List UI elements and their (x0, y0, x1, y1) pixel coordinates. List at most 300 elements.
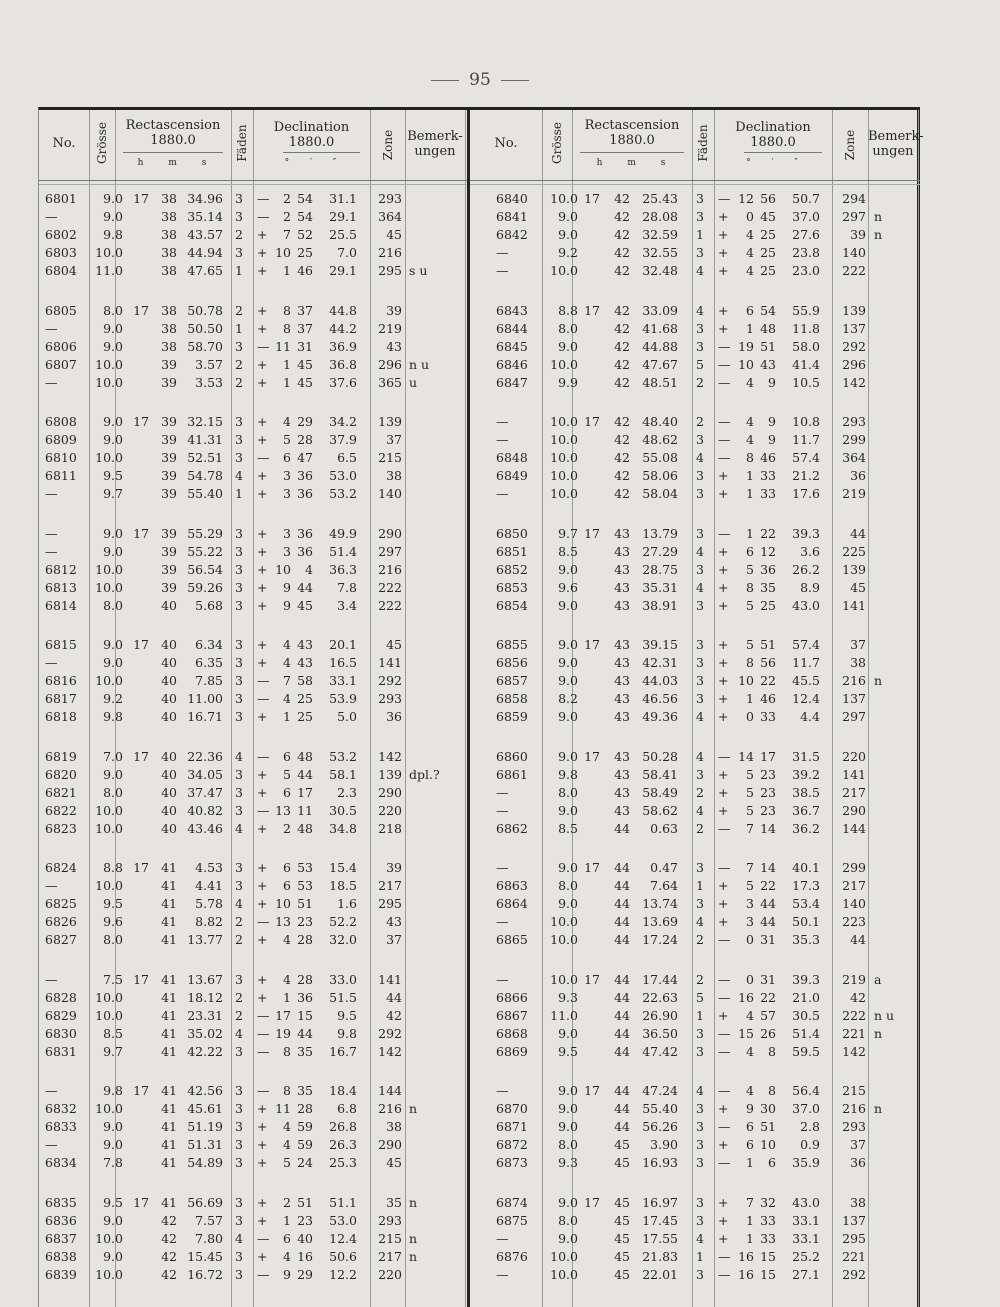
cell-ds: 6.5 (337, 450, 357, 465)
cell-dm: 33 (760, 709, 776, 724)
cell-mag: 8.2 (558, 691, 578, 706)
cell-f: 3 (696, 655, 704, 670)
cell-zone: 42 (386, 1007, 402, 1023)
cell-m: 43 (614, 543, 630, 559)
cell-sign: — (257, 191, 270, 206)
cell-m: 44 (614, 1007, 630, 1023)
cell-mag: 9.0 (558, 1101, 578, 1116)
cell-ds: 43.0 (792, 597, 820, 613)
cell-zone: 45 (386, 1155, 402, 1170)
cell-mag: 10.0 (95, 989, 123, 1005)
cell-no: — (496, 971, 509, 987)
cell-ds: 30.5 (792, 1007, 820, 1023)
cell-sign: — (257, 914, 270, 929)
cell-d: 12 (738, 191, 754, 206)
cell-d: 15 (738, 1025, 754, 1041)
cell-m: 42 (614, 414, 630, 429)
row-group (470, 1194, 920, 1284)
cell-zone: 222 (842, 1007, 866, 1023)
cell-no: — (496, 1266, 509, 1282)
cell-zone: 220 (842, 748, 866, 764)
page-number-dash-left (431, 80, 459, 81)
cell-dm: 15 (297, 1007, 313, 1023)
cell-no: 6844 (496, 320, 528, 336)
cell-ds: 36.7 (792, 802, 820, 818)
cell-m: 39 (161, 486, 177, 501)
cell-ds: 58.0 (792, 338, 820, 354)
cell-f: 4 (696, 709, 704, 724)
cell-mag: 10.0 (95, 820, 123, 836)
header-rectascension (572, 118, 692, 148)
cell-ds: 37.0 (792, 209, 820, 224)
cell-ds: 43.0 (792, 1194, 820, 1210)
table-row (470, 654, 920, 672)
cell-dm: 54 (297, 209, 313, 224)
cell-d: 4 (746, 1083, 754, 1098)
cell-mag: 9.0 (558, 637, 578, 652)
cell-no: 6859 (496, 709, 528, 724)
cell-zone: 216 (842, 1101, 866, 1116)
cell-ds: 25.2 (792, 1248, 820, 1264)
cell-mag: 9.9 (558, 374, 578, 390)
header-dec-rule (744, 152, 822, 153)
table-row (39, 302, 467, 320)
cell-d: 4 (283, 971, 291, 987)
cell-dm: 51 (760, 338, 776, 354)
cell-m: 42 (161, 1248, 177, 1264)
cell-ds: 17.3 (792, 878, 820, 893)
cell-ds: 10.5 (792, 374, 820, 390)
cell-f: 4 (696, 802, 704, 818)
cell-f: 3 (235, 414, 243, 429)
cell-dm: 23 (297, 914, 313, 929)
cell-s: 25.43 (642, 191, 678, 206)
cell-dm: 54 (760, 302, 776, 318)
cell-dm: 51 (760, 637, 776, 652)
cell-f: 3 (696, 766, 704, 782)
cell-zone: 295 (842, 1230, 866, 1246)
cell-zone: 220 (378, 1266, 402, 1282)
cell-d: 4 (283, 1137, 291, 1152)
cell-ds: 25.5 (329, 227, 357, 242)
cell-f: 4 (696, 543, 704, 559)
cell-s: 8.82 (195, 914, 223, 929)
cell-f: 3 (235, 450, 243, 465)
cell-mag: 9.7 (103, 486, 123, 501)
cell-d: 1 (746, 1155, 754, 1170)
cell-d: 7 (283, 227, 291, 242)
cell-d: 5 (746, 597, 754, 613)
cell-f: 3 (235, 637, 243, 652)
cell-s: 23.31 (187, 1007, 223, 1023)
table-row (39, 1230, 467, 1248)
table-row (470, 708, 920, 726)
cell-dm: 12 (760, 543, 776, 559)
cell-s: 54.78 (187, 468, 223, 483)
cell-no: 6812 (45, 561, 77, 577)
cell-f: 3 (696, 1043, 704, 1059)
cell-zone: 42 (850, 989, 866, 1005)
cell-sign: + (257, 1212, 268, 1228)
cell-zone: 142 (842, 374, 866, 390)
cell-zone: 39 (386, 860, 402, 875)
cell-dm: 4 (305, 561, 313, 577)
cell-d: 1 (283, 989, 291, 1005)
cell-m: 45 (614, 1230, 630, 1246)
table-row (470, 931, 920, 949)
cell-m: 41 (161, 1101, 177, 1116)
table-row (470, 449, 920, 467)
cell-m: 39 (161, 561, 177, 577)
left-table-half (39, 110, 467, 1307)
cell-no: 6813 (45, 579, 77, 595)
cell-f: 3 (696, 896, 704, 911)
row-group (39, 636, 467, 726)
cell-no: — (45, 1083, 58, 1098)
cell-zone: 140 (378, 486, 402, 501)
cell-zone: 219 (842, 486, 866, 501)
cell-dm: 56 (760, 655, 776, 670)
cell-s: 44.94 (187, 245, 223, 260)
cell-ds: 20.1 (329, 637, 357, 652)
cell-dm: 32 (760, 1194, 776, 1210)
cell-s: 55.22 (187, 543, 223, 559)
cell-zone: 215 (842, 1083, 866, 1098)
table-row (470, 262, 920, 280)
cell-zone: 36 (850, 468, 866, 483)
cell-m: 44 (614, 1083, 630, 1098)
cell-mag: 9.0 (558, 673, 578, 688)
cell-d: 3 (283, 486, 291, 501)
cell-s: 46.56 (642, 691, 678, 706)
cell-s: 11.00 (187, 691, 223, 706)
cell-dm: 46 (760, 450, 776, 465)
cell-h: 17 (133, 191, 149, 206)
cell-mag: 9.5 (558, 1043, 578, 1059)
cell-ds: 50.7 (792, 191, 820, 206)
cell-dm: 45 (760, 209, 776, 224)
cell-sign: + (718, 709, 729, 724)
cell-mag: 10.0 (95, 802, 123, 818)
table-row (39, 597, 467, 615)
cell-dm: 22 (760, 989, 776, 1005)
cell-mag: 9.0 (103, 1119, 123, 1134)
table-row (39, 636, 467, 654)
table-row (39, 931, 467, 949)
cell-d: 2 (283, 1194, 291, 1210)
cell-f: 4 (696, 748, 704, 764)
cell-s: 5.68 (195, 597, 223, 613)
cell-dm: 25 (297, 245, 313, 260)
cell-mag: 8.8 (103, 860, 123, 875)
cell-s: 4.41 (195, 878, 223, 893)
cell-ds: 50.6 (329, 1248, 357, 1264)
cell-no: 6846 (496, 356, 528, 372)
cell-m: 42 (614, 245, 630, 260)
cell-dm: 48 (297, 820, 313, 836)
cell-dm: 17 (297, 784, 313, 800)
cell-m: 42 (614, 320, 630, 336)
cell-dm: 45 (297, 374, 313, 390)
cell-zone: 44 (386, 989, 402, 1005)
cell-m: 44 (614, 914, 630, 929)
cell-zone: 45 (386, 637, 402, 652)
cell-ds: 50.1 (792, 914, 820, 929)
cell-ds: 0.9 (800, 1137, 820, 1152)
header-bemerk-line2: ungen (872, 144, 914, 159)
cell-sign: + (257, 766, 268, 782)
cell-dm: 36 (297, 989, 313, 1005)
cell-s: 7.80 (195, 1230, 223, 1246)
row-group (39, 1194, 467, 1284)
cell-zone: 299 (842, 860, 866, 875)
row-group (470, 302, 920, 392)
row-group (470, 1082, 920, 1172)
table-row (470, 1266, 920, 1284)
table-row (470, 1230, 920, 1248)
cell-s: 40.82 (187, 802, 223, 818)
cell-no: — (496, 1083, 509, 1098)
cell-s: 41.31 (187, 432, 223, 447)
cell-s: 22.01 (642, 1266, 678, 1282)
cell-d: 9 (283, 1266, 291, 1282)
cell-h: 17 (584, 971, 600, 987)
cell-no: 6816 (45, 673, 77, 688)
cell-sign: — (257, 1083, 270, 1098)
cell-m: 44 (614, 896, 630, 911)
cell-mag: 8.0 (558, 878, 578, 893)
cell-zone: 217 (842, 784, 866, 800)
header-groesse: Grösse (550, 122, 564, 164)
cell-f: 2 (696, 932, 704, 947)
cell-m: 43 (614, 691, 630, 706)
cell-dm: 36 (297, 468, 313, 483)
cell-sign: — (257, 802, 270, 818)
row-group (470, 748, 920, 838)
cell-mag: 9.7 (103, 1043, 123, 1059)
cell-rem: n (409, 1101, 418, 1116)
cell-no: 6873 (496, 1155, 528, 1170)
cell-dm: 44 (297, 1025, 313, 1041)
cell-sign: + (257, 414, 268, 429)
header-dec-epoch: 1880.0 (750, 135, 796, 150)
cell-sign: — (718, 820, 731, 836)
cell-h: 17 (584, 525, 600, 541)
cell-no: 6811 (45, 468, 77, 483)
cell-zone: 295 (378, 896, 402, 911)
cell-dm: 53 (297, 860, 313, 875)
cell-dm: 25 (297, 709, 313, 724)
cell-no: 6810 (45, 450, 77, 465)
table-row (470, 672, 920, 690)
cell-zone: 36 (850, 1155, 866, 1170)
cell-s: 0.63 (650, 820, 678, 836)
cell-sign: — (718, 1248, 731, 1264)
table-row (39, 1118, 467, 1136)
cell-m: 38 (161, 263, 177, 278)
cell-ds: 29.1 (329, 263, 357, 278)
cell-zone: 38 (386, 1119, 402, 1134)
cell-s: 13.79 (642, 525, 678, 541)
table-row (39, 708, 467, 726)
header-ra-title: Rectascension (125, 118, 221, 133)
cell-ds: 30.5 (329, 802, 357, 818)
cell-no: 6836 (45, 1212, 77, 1228)
cell-sign: + (718, 1212, 729, 1228)
cell-ds: 33.1 (792, 1230, 820, 1246)
cell-mag: 9.0 (103, 655, 123, 670)
cell-dm: 8 (768, 1083, 776, 1098)
cell-zone: 221 (842, 1025, 866, 1041)
cell-d: 8 (746, 450, 754, 465)
cell-zone: 222 (842, 263, 866, 278)
cell-zone: 216 (842, 673, 866, 688)
cell-dm: 51 (297, 896, 313, 911)
cell-ds: 12.4 (329, 1230, 357, 1246)
cell-no: 6838 (45, 1248, 77, 1264)
cell-ds: 52.2 (329, 914, 357, 929)
cell-d: 5 (746, 878, 754, 893)
cell-ds: 49.9 (329, 525, 357, 541)
cell-sign: + (257, 820, 268, 836)
cell-zone: 43 (386, 914, 402, 929)
cell-sign: — (718, 414, 731, 429)
cell-d: 4 (746, 227, 754, 242)
table-row (39, 1007, 467, 1025)
cell-ds: 23.8 (792, 245, 820, 260)
cell-ds: 51.1 (329, 1194, 357, 1210)
cell-m: 45 (614, 1248, 630, 1264)
cell-sign: — (718, 432, 731, 447)
cell-zone: 38 (850, 1194, 866, 1210)
row-group (470, 413, 920, 503)
cell-dm: 59 (297, 1137, 313, 1152)
cell-m: 41 (161, 1007, 177, 1023)
cell-m: 42 (614, 432, 630, 447)
cell-ds: 33.1 (329, 673, 357, 688)
cell-mag: 8.0 (558, 784, 578, 800)
cell-m: 42 (161, 1266, 177, 1282)
cell-ds: 53.2 (329, 748, 357, 764)
cell-dm: 9 (768, 414, 776, 429)
cell-zone: 292 (842, 338, 866, 354)
cell-m: 40 (161, 784, 177, 800)
cell-zone: 364 (842, 450, 866, 465)
cell-ds: 34.2 (329, 414, 357, 429)
cell-d: 6 (283, 860, 291, 875)
cell-m: 39 (161, 468, 177, 483)
cell-f: 3 (235, 1194, 243, 1210)
cell-dm: 53 (297, 878, 313, 893)
cell-mag: 10.0 (550, 1266, 578, 1282)
cell-d: 4 (283, 414, 291, 429)
cell-dm: 23 (760, 766, 776, 782)
cell-mag: 9.0 (558, 597, 578, 613)
cell-zone: 365 (378, 374, 402, 390)
cell-ds: 51.4 (792, 1025, 820, 1041)
cell-mag: 10.0 (550, 486, 578, 501)
cell-zone: 290 (378, 1137, 402, 1152)
cell-sign: + (257, 320, 268, 336)
cell-s: 55.40 (642, 1101, 678, 1116)
cell-h: 17 (133, 860, 149, 875)
cell-s: 3.53 (195, 374, 223, 390)
cell-rem: n (874, 1025, 883, 1041)
cell-m: 43 (614, 525, 630, 541)
cell-dm: 25 (297, 691, 313, 706)
cell-s: 17.45 (642, 1212, 678, 1228)
cell-sign: + (257, 227, 268, 242)
cell-f: 5 (696, 356, 704, 372)
cell-dm: 29 (297, 414, 313, 429)
cell-f: 3 (235, 432, 243, 447)
cell-no: 6875 (496, 1212, 528, 1228)
cell-ds: 3.6 (800, 543, 820, 559)
cell-d: 5 (746, 766, 754, 782)
cell-dm: 23 (297, 1212, 313, 1228)
cell-sign: + (257, 468, 268, 483)
cell-no: — (496, 860, 509, 875)
cell-d: 17 (275, 1007, 291, 1023)
table-row (39, 320, 467, 338)
cell-mag: 9.8 (103, 1083, 123, 1098)
cell-mag: 10.0 (95, 878, 123, 893)
cell-dm: 31 (760, 971, 776, 987)
cell-m: 43 (614, 655, 630, 670)
cell-ds: 57.4 (792, 637, 820, 652)
cell-m: 45 (614, 1194, 630, 1210)
cell-no: 6805 (45, 302, 77, 318)
cell-mag: 9.0 (558, 338, 578, 354)
cell-ds: 55.9 (792, 302, 820, 318)
cell-ds: 58.1 (329, 766, 357, 782)
cell-m: 41 (161, 989, 177, 1005)
cell-d: 10 (275, 896, 291, 911)
cell-sign: — (718, 191, 731, 206)
cell-mag: 10.0 (95, 1101, 123, 1116)
cell-d: 6 (283, 1230, 291, 1246)
cell-f: 2 (696, 414, 704, 429)
header-ra-rule (123, 152, 223, 153)
cell-h: 17 (584, 414, 600, 429)
header-no: No. (494, 136, 518, 151)
cell-mag: 9.8 (558, 766, 578, 782)
cell-d: 0 (746, 209, 754, 224)
cell-zone: 292 (378, 673, 402, 688)
table-row (470, 1043, 920, 1061)
cell-zone: 216 (378, 245, 402, 260)
cell-d: 11 (275, 338, 291, 354)
cell-ds: 39.3 (792, 971, 820, 987)
cell-m: 40 (161, 709, 177, 724)
cell-no: 6804 (45, 263, 77, 278)
cell-sign: + (718, 655, 729, 670)
cell-d: 8 (283, 1083, 291, 1098)
cell-d: 1 (283, 1212, 291, 1228)
cell-f: 3 (696, 525, 704, 541)
cell-f: 2 (696, 374, 704, 390)
cell-ds: 33.1 (792, 1212, 820, 1228)
cell-f: 3 (696, 1212, 704, 1228)
cell-ds: 26.8 (329, 1119, 357, 1134)
header-no: No. (52, 136, 76, 151)
cell-d: 11 (275, 1101, 291, 1116)
cell-m: 41 (161, 971, 177, 987)
cell-mag: 9.5 (103, 468, 123, 483)
cell-s: 56.54 (187, 561, 223, 577)
cell-zone: 290 (378, 525, 402, 541)
cell-no: 6825 (45, 896, 77, 911)
